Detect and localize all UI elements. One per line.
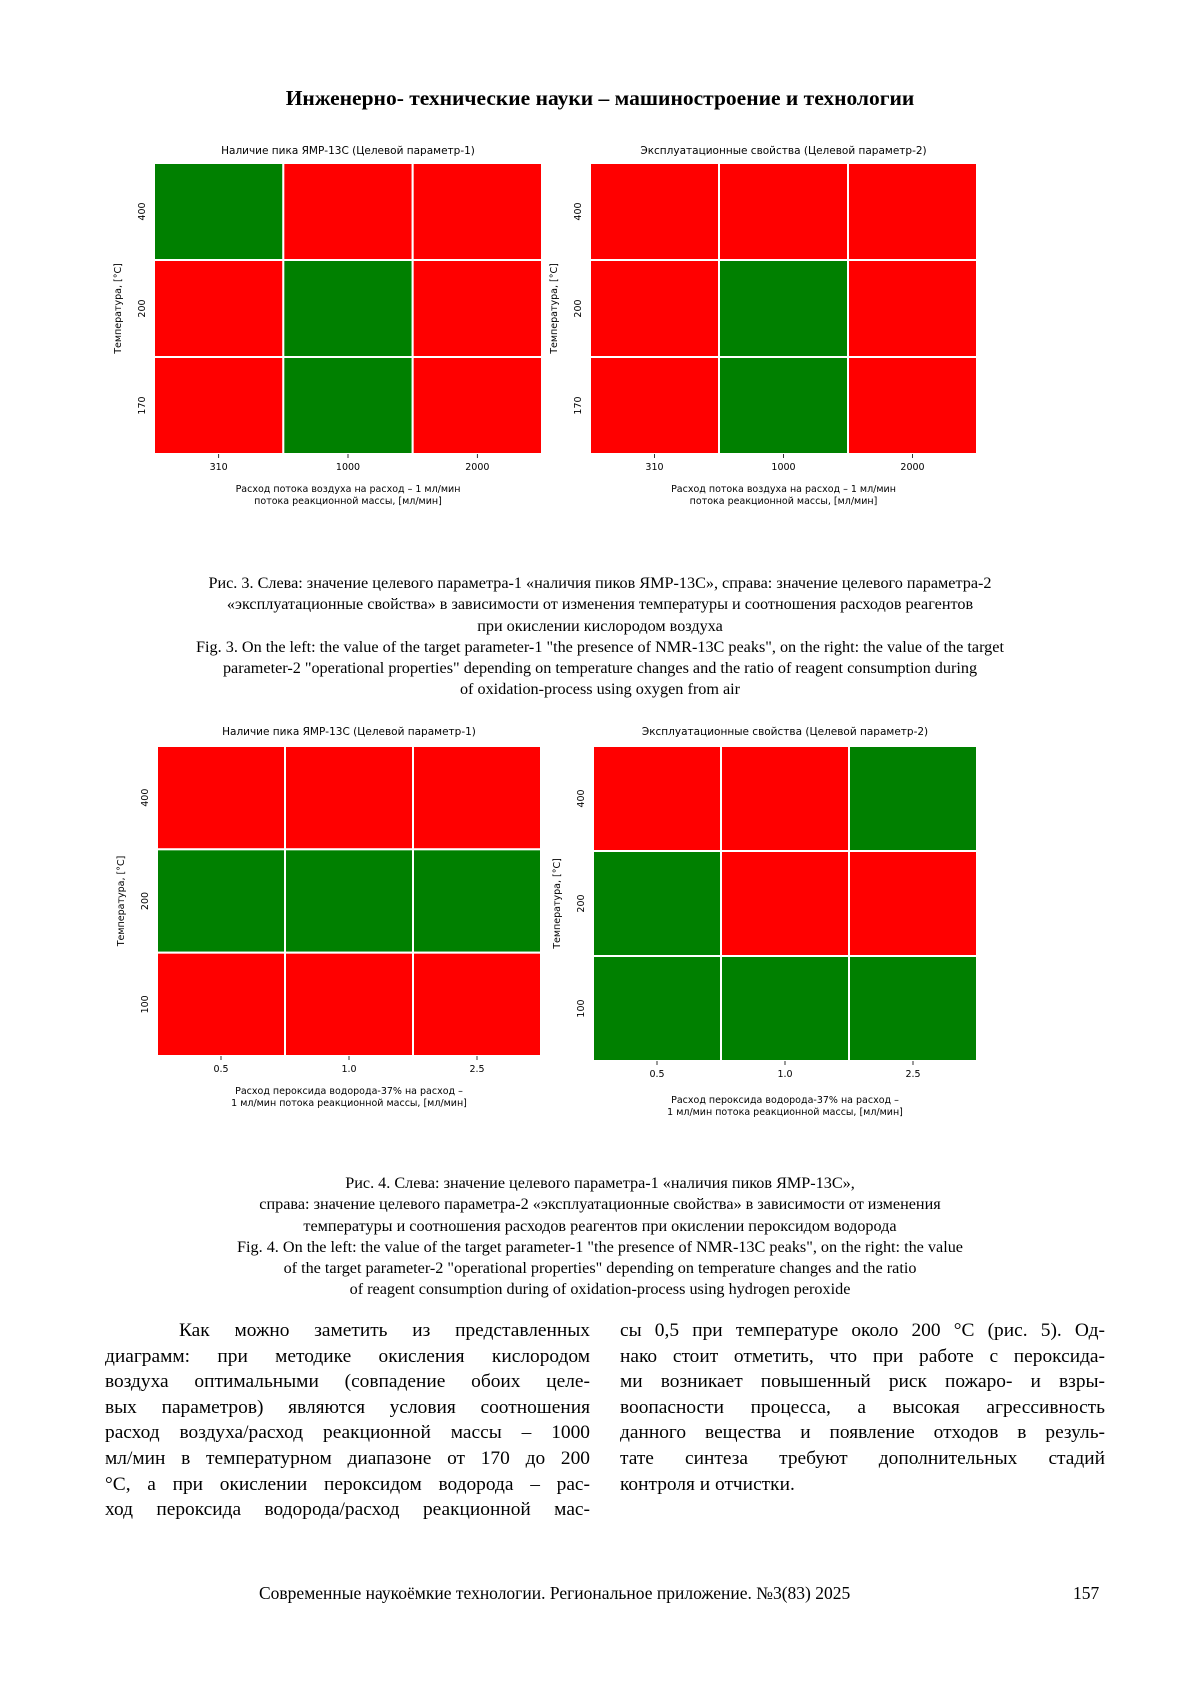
body-line: воопасности процесса, а высокая агрессивность: [620, 1396, 1105, 1418]
y-axis-label: Температура, [°С]: [116, 855, 127, 947]
x-axis-label: Расход пероксида водорода-37% на расход –: [671, 1095, 899, 1106]
heatmap-cell: [283, 357, 412, 454]
page-header: Инженерно- технические науки – машиностроение и технологии: [285, 86, 915, 110]
body-line: расход воздуха/расход реакционной массы – 1000: [105, 1422, 590, 1444]
heatmap-cell: [413, 849, 541, 952]
x-tick-label: 1000: [771, 462, 796, 473]
heatmap-cell: [849, 851, 977, 956]
heatmap-cell: [285, 849, 413, 952]
heatmap-cell: [590, 260, 719, 357]
y-tick-label: 200: [576, 894, 587, 913]
x-axis-label: Расход потока воздуха на расход – 1 мл/мин: [671, 484, 896, 495]
y-axis-label: Температура, [°С]: [113, 263, 124, 354]
x-tick-label: 1.0: [777, 1069, 793, 1080]
page-number: 157: [1073, 1583, 1100, 1603]
heatmap-cell: [285, 953, 413, 1056]
heatmap-cell: [719, 163, 848, 260]
fig4-caption-line: Fig. 4. On the left: the value of the target parameter-1 "the presence of NMR-13C peaks", on the right: the value: [237, 1237, 963, 1256]
x-tick-label: 1.0: [341, 1064, 357, 1075]
y-tick-label: 100: [140, 995, 151, 1014]
y-tick-label: 400: [576, 789, 587, 808]
heatmap-cell: [285, 746, 413, 849]
chart-title: Наличие пика ЯМР-13С (Целевой параметр-1): [221, 145, 475, 158]
heatmap-cell: [719, 357, 848, 454]
heatmap-cell: [719, 260, 848, 357]
footer-journal: Современные наукоёмкие технологии. Региональное приложение. №3(83) 2025: [259, 1583, 851, 1603]
body-line: воздуха оптимальными (совпадение обоих целе-: [105, 1371, 590, 1393]
chart-title: Эксплуатационные свойства (Целевой параметр-2): [641, 726, 929, 739]
body-line: ход пероксида водорода/расход реакционной мас-: [105, 1499, 590, 1521]
body-line: нако стоит отметить, что при работе с пероксида-: [620, 1345, 1105, 1367]
fig3-right-heatmap: [549, 140, 1090, 560]
heatmap-cell: [848, 163, 977, 260]
fig4-right-heatmap: [552, 720, 1090, 1160]
fig4-left-heatmap: [100, 720, 600, 1160]
x-tick-label: 2.5: [905, 1069, 921, 1080]
y-axis-label: Температура, [°С]: [552, 858, 563, 949]
body-line: мл/мин в температурном диапазоне от 170 до 200: [105, 1447, 590, 1469]
body-line: контроля и отчистки.: [620, 1473, 795, 1495]
body-column-right: [620, 1318, 1105, 1497]
y-tick-label: 100: [576, 999, 587, 1018]
heatmap-cell: [283, 260, 412, 357]
heatmap-cell: [157, 849, 285, 952]
x-tick-label: 310: [209, 462, 228, 473]
heatmap-cell: [848, 357, 977, 454]
fig3-left-heatmap: [100, 140, 600, 560]
x-axis-label: Расход пероксида водорода-37% на расход –: [235, 1086, 463, 1097]
x-tick-label: 0.5: [213, 1064, 229, 1075]
y-tick-label: 200: [140, 891, 151, 911]
y-tick-label: 170: [137, 396, 148, 415]
fig4-caption-line: of the target parameter-2 "operational properties" depending on temperature changes and the ratio: [283, 1259, 917, 1278]
y-tick-label: 170: [573, 396, 584, 415]
x-axis-label: Расход потока воздуха на расход – 1 мл/мин: [235, 484, 461, 495]
body-line: °С, а при окислении пероксидом водорода – рас-: [105, 1473, 590, 1495]
body-line: Как можно заметить из представленных: [179, 1320, 590, 1341]
body-line: тате синтеза требуют дополнительных стадий: [620, 1447, 1105, 1469]
heatmap-cell: [590, 163, 719, 260]
chart-title: Эксплуатационные свойства (Целевой параметр-2): [640, 145, 927, 158]
fig3-caption-line: of oxidation-process using oxygen from air: [459, 680, 741, 699]
y-axis-label: Температура, [°С]: [549, 263, 560, 354]
heatmap-cell: [154, 357, 283, 454]
chart-title: Наличие пика ЯМР-13С (Целевой параметр-1): [222, 726, 476, 739]
x-axis-label: 1 мл/мин потока реакционной массы, [мл/мин]: [667, 1107, 903, 1118]
y-tick-label: 400: [573, 202, 584, 221]
body-line: данного вещества и появление отходов в резуль-: [620, 1422, 1105, 1444]
heatmap-cell: [721, 851, 849, 956]
heatmap-svg: [100, 720, 600, 1160]
heatmap-cell: [590, 357, 719, 454]
y-tick-label: 400: [140, 788, 151, 807]
body-line: диаграмм: при методике окисления кислородом: [105, 1345, 590, 1367]
heatmap-cell: [283, 163, 412, 260]
heatmap-cell: [413, 163, 542, 260]
heatmap-svg: [549, 140, 1090, 560]
x-axis-label: потока реакционной массы, [мл/мин]: [689, 496, 878, 507]
x-tick-label: 2000: [465, 462, 490, 473]
y-tick-label: 200: [573, 299, 584, 318]
x-tick-label: 2.5: [469, 1064, 485, 1075]
heatmap-cell: [157, 953, 285, 1056]
x-axis-label: потока реакционной массы, [мл/мин]: [254, 496, 442, 507]
fig4-caption-line: температуры и соотношения расходов реагентов при окислении пероксидом водорода: [303, 1216, 897, 1235]
heatmap-cell: [413, 953, 541, 1056]
y-tick-label: 200: [137, 299, 148, 318]
x-tick-label: 0.5: [649, 1069, 665, 1080]
heatmap-cell: [154, 260, 283, 357]
heatmap-cell: [157, 746, 285, 849]
fig3-caption: [100, 573, 1100, 701]
body-line: ми возникает повышенный риск пожаро- и взры-: [620, 1371, 1105, 1393]
fig3-caption-line: Рис. 3. Слева: значение целевого параметра-1 «наличия пиков ЯМР-13С», справа: значение целевого параметра-2: [208, 574, 992, 592]
x-tick-label: 1000: [335, 462, 361, 473]
heatmap-cell: [721, 956, 849, 1061]
fig3-caption-line: Fig. 3. On the left: the value of the target parameter-1 "the presence of NMR-13C peaks", on the right: the value of the target: [196, 637, 1004, 656]
heatmap-cell: [413, 357, 542, 454]
heatmap-cell: [413, 746, 541, 849]
heatmap-cell: [721, 746, 849, 851]
heatmap-cell: [593, 851, 721, 956]
fig3-caption-line: при окислении кислородом воздуха: [477, 616, 723, 635]
fig4-caption-line: Рис. 4. Слева: значение целевого параметра-1 «наличия пиков ЯМР-13С»,: [345, 1174, 855, 1192]
body-column-left: [105, 1318, 590, 1523]
x-tick-label: 2000: [900, 462, 925, 473]
y-tick-label: 400: [137, 202, 148, 221]
x-axis-label: 1 мл/мин потока реакционной массы, [мл/мин]: [231, 1098, 467, 1109]
heatmap-svg: [552, 720, 1090, 1160]
fig4-caption-line: of reagent consumption during of oxidation-process using hydrogen peroxide: [349, 1280, 851, 1299]
fig4-caption-line: справа: значение целевого параметра-2 «эксплуатационные свойства» в зависимости от изменения: [259, 1195, 941, 1214]
heatmap-cell: [413, 260, 542, 357]
body-line: сы 0,5 при температуре около 200 °С (рис. 5). Од-: [620, 1320, 1105, 1341]
fig3-caption-line: parameter-2 "operational properties" depending on temperature changes and the ratio of reagent consumption during: [222, 659, 978, 678]
heatmap-cell: [849, 746, 977, 851]
heatmap-cell: [593, 956, 721, 1061]
heatmap-cell: [848, 260, 977, 357]
fig4-caption: [100, 1173, 1100, 1301]
x-tick-label: 310: [645, 462, 664, 473]
heatmap-cell: [849, 956, 977, 1061]
heatmap-cell: [154, 163, 283, 260]
body-line: вых параметров) являются условия соотношения: [105, 1396, 590, 1418]
fig3-caption-line: «эксплуатационные свойства» в зависимости от изменения температуры и соотношения расходов реагентов: [226, 595, 974, 614]
heatmap-cell: [593, 746, 721, 851]
heatmap-svg: [100, 140, 600, 560]
